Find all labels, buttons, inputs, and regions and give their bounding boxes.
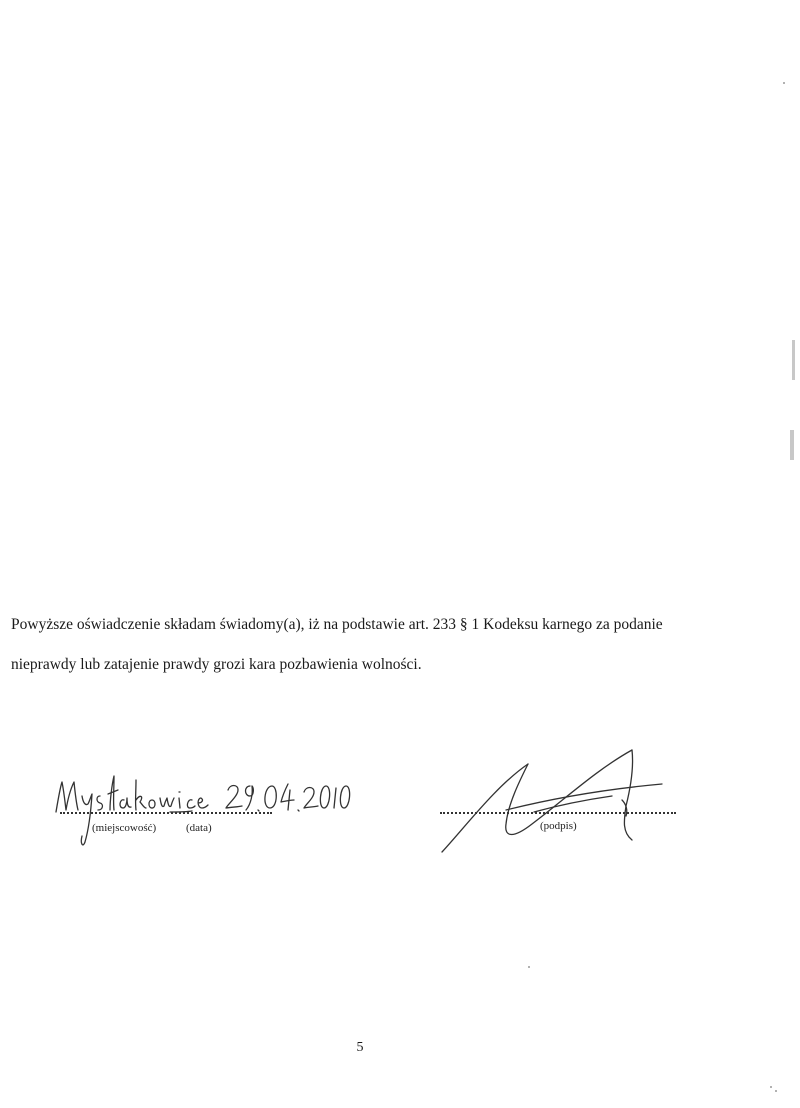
place-caption: (miejscowość)	[92, 822, 157, 834]
statement-paragraph	[11, 605, 731, 685]
signature-caption: (podpis)	[540, 820, 577, 832]
page-number: 5	[356, 1040, 364, 1055]
handwritten-signature	[436, 746, 696, 858]
scan-speck	[528, 966, 530, 968]
scan-speck	[783, 82, 785, 84]
scan-speck	[775, 1090, 777, 1092]
place-date-dotted-line	[60, 812, 272, 814]
handwritten-place-date	[52, 770, 352, 850]
statement-line-1: Powyższe oświadczenie składam świadomy(a), iż na podstawie art. 233 § 1 Kodeksu karnego za podanie	[11, 616, 663, 633]
scan-speck	[770, 1086, 772, 1088]
date-caption: (data)	[186, 822, 212, 834]
scan-edge-mark	[792, 340, 795, 380]
scan-edge-mark	[790, 430, 794, 460]
statement-line-2: nieprawdy lub zatajenie prawdy grozi kara pozbawienia wolności.	[11, 656, 422, 673]
